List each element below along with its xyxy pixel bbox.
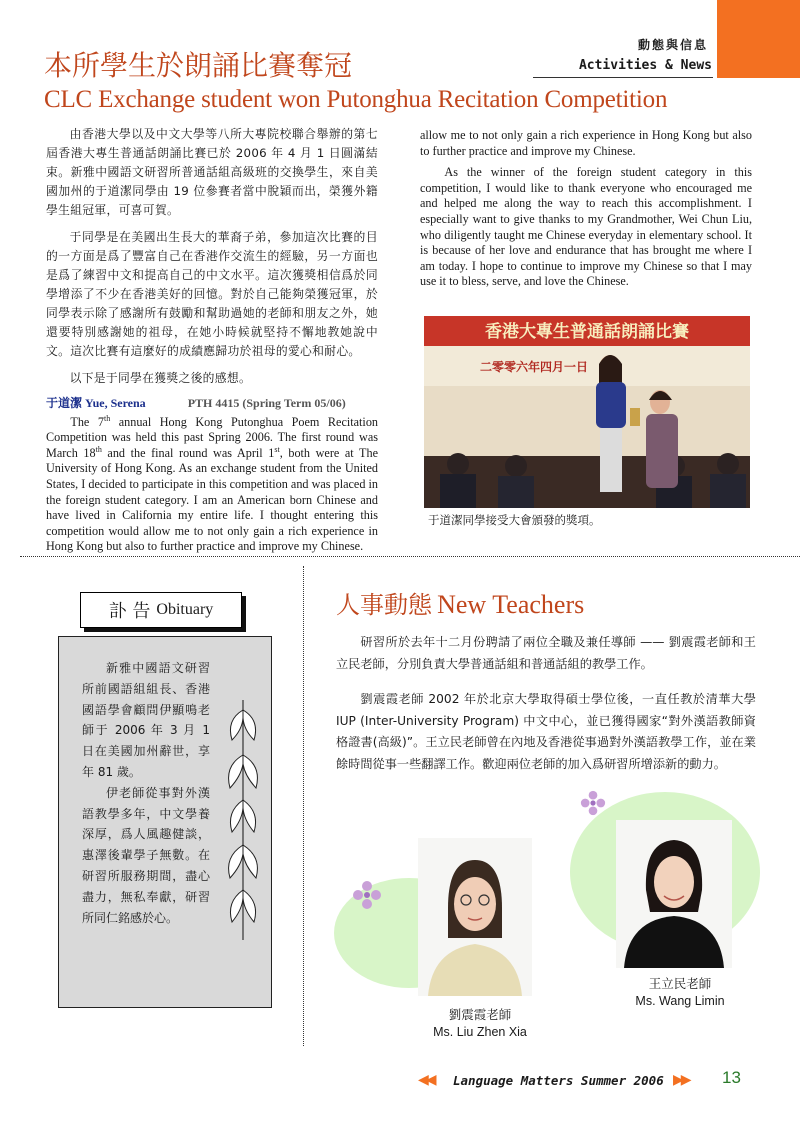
footer-arrows-left-icon: ◀◀	[418, 1072, 434, 1088]
footer-arrows-right-icon: ▶▶	[673, 1072, 689, 1088]
article-zh-paragraph-3: 以下是于同學在獲獎之後的感想。	[69, 371, 252, 385]
section-label-en: Activities & News	[578, 58, 712, 73]
obituary-paragraph-1: 新雅中國語文研習所前國語組組長、香港國語學會顧問伊顯鳴老師于 2006 年 3 月 1 日在美國加州辭世，享年 81 歲。	[82, 661, 210, 779]
caption-liu	[420, 1007, 540, 1041]
section-rule	[533, 77, 713, 78]
obituary-title	[80, 592, 242, 628]
flower-icon	[352, 880, 382, 910]
author-line	[46, 396, 378, 412]
footer-publication: Language Matters Summer 2006	[453, 1073, 664, 1088]
obituary-paragraph-2: 伊老師從事對外漢語教學多年，中文學養深厚，爲人風趣健談，惠澤後輩學子無數。在研習所服務期間，盡心盡力，無私奉獻，研習所同仁銘感於心。	[82, 785, 210, 925]
article-title-zh: 本所學生於朗誦比賽奪冠	[44, 49, 353, 82]
award-photo-illustration	[424, 316, 750, 508]
obituary-title-zh: 訃 告	[108, 601, 151, 622]
article-left-column	[46, 125, 379, 554]
teachers-paragraph-2: 劉震霞老師 2002 年於北京大學取得碩士學位後，一直任教於清華大學 IUP (Inter-University Program) 中文中心，並已獲得國家“對外漢語教師資格證書(高級)”。王立民老師曾在內地及香港從事過對外漢語教學工作，並在業餘時間從事一些翻譯工作。歡迎兩位老師的加入爲研習所增添新的動力。	[336, 692, 756, 771]
photo-banner-text: 香港大專生普通話朗誦比賽	[485, 322, 689, 342]
section-label-zh: 動態與信息	[637, 38, 708, 52]
article-en-paragraph-1-continued: allow me to not only gain a rich experience in Hong Kong but also to further practice and improve my Chinese.	[420, 128, 752, 158]
vertical-divider	[303, 566, 304, 1046]
obituary-title-en: Obituary	[156, 601, 214, 618]
flower-icon	[580, 790, 606, 816]
caption-liu-en: Ms. Liu Zhen Xia	[433, 1025, 527, 1039]
caption-liu-zh: 劉震霞老師	[448, 1008, 512, 1022]
article-title-en: CLC Exchange student won Putonghua Recitation Competition	[44, 86, 668, 113]
photo-banner-subtext: 二零零六年四月一日	[479, 360, 589, 374]
photo-caption: 于道潔同學接受大會頒發的獎項。	[428, 513, 601, 527]
teachers-title	[336, 585, 584, 620]
author-name: 于道潔 Yue, Serena	[46, 396, 146, 410]
horizontal-divider	[20, 556, 800, 557]
caption-wang	[620, 976, 740, 1010]
lily-decoration	[220, 700, 266, 940]
teachers-text	[336, 632, 756, 789]
page-number: 13	[722, 1068, 741, 1087]
left-column-clip	[46, 125, 379, 554]
article-zh-paragraph-2: 于同學是在美國出生長大的華裔子弟，參加這次比賽的目的一方面是爲了豐富自己在香港作交流生的經驗，另一方面也是爲了練習中文和提高自己的中文水平。這次獲獎相信爲於同學增添了不少在香港美好的回憶。對於自己能夠榮獲冠軍，於同學表示除了感謝所有鼓勵和幫助過她的老師和朋友之外，她還要特別感謝她的祖母，在她小時候就堅持不懈地教她說中文。這次比賽有這麼好的成績應歸功於祖母的愛心和耐心。	[46, 230, 378, 358]
article-zh-paragraph-1: 由香港大學以及中文大學等八所大專院校聯合舉辦的第七屆香港大專生普通話朗誦比賽已於 2006 年 4 月 1 日圓滿結束。新雅中國語文研習所普通話組高級班的交換學生，來自美國加州的于道潔同學由 19 位參賽者當中脫穎而出，榮獲外籍學生組冠軍，可喜可賀。	[46, 127, 378, 217]
caption-wang-zh: 王立民老師	[648, 977, 712, 991]
portrait-wang-limin	[616, 820, 732, 968]
header-accent-block	[717, 0, 800, 78]
obituary-text	[82, 658, 210, 928]
author-course: PTH 4415 (Spring Term 05/06)	[187, 396, 346, 410]
article-en-paragraph-2: As the winner of the foreign student category in this competition, I would like to thank everyone who encouraged me and helped me along the way to reach this accomplishment. I especially want to give thanks to my Grandmother, Wei Chun Liu, who diligently taught me Chinese everyday in elementary school. It is because of her love and endurance that has brought me where I am today. I hope to continue to improve my Chinese so that I may use it to bless, serve, and love the Chinese.	[420, 165, 752, 289]
award-photo	[424, 316, 750, 508]
teachers-title-zh: 人事動態	[336, 591, 432, 619]
teachers-paragraph-1: 研習所於去年十二月份聘請了兩位全職及兼任導師 —— 劉震霞老師和王立民老師，分別負責大學普通話組和普通話組的教學工作。	[336, 635, 756, 671]
article-right-column	[420, 128, 752, 296]
caption-wang-en: Ms. Wang Limin	[635, 994, 725, 1008]
article-en-paragraph-1: The 7th annual Hong Kong Putonghua Poem Recitation Competition was held this past Spring 2006. The first round was March 18th and the final round was April 1st, both were at The University of Hong Kong. As an exchange student from the United States, I decided to participate in this competition and was placed in the foreign student category. I am an American born Chinese and have lived in California my entire life. I thought entering this competition would allow me to not only gain a rich experience in Hong Kong but also to further practice and improve my Chinese.	[46, 413, 379, 554]
teachers-title-en: New Teachers	[437, 590, 585, 619]
portrait-liu-zhen-xia	[418, 838, 532, 996]
